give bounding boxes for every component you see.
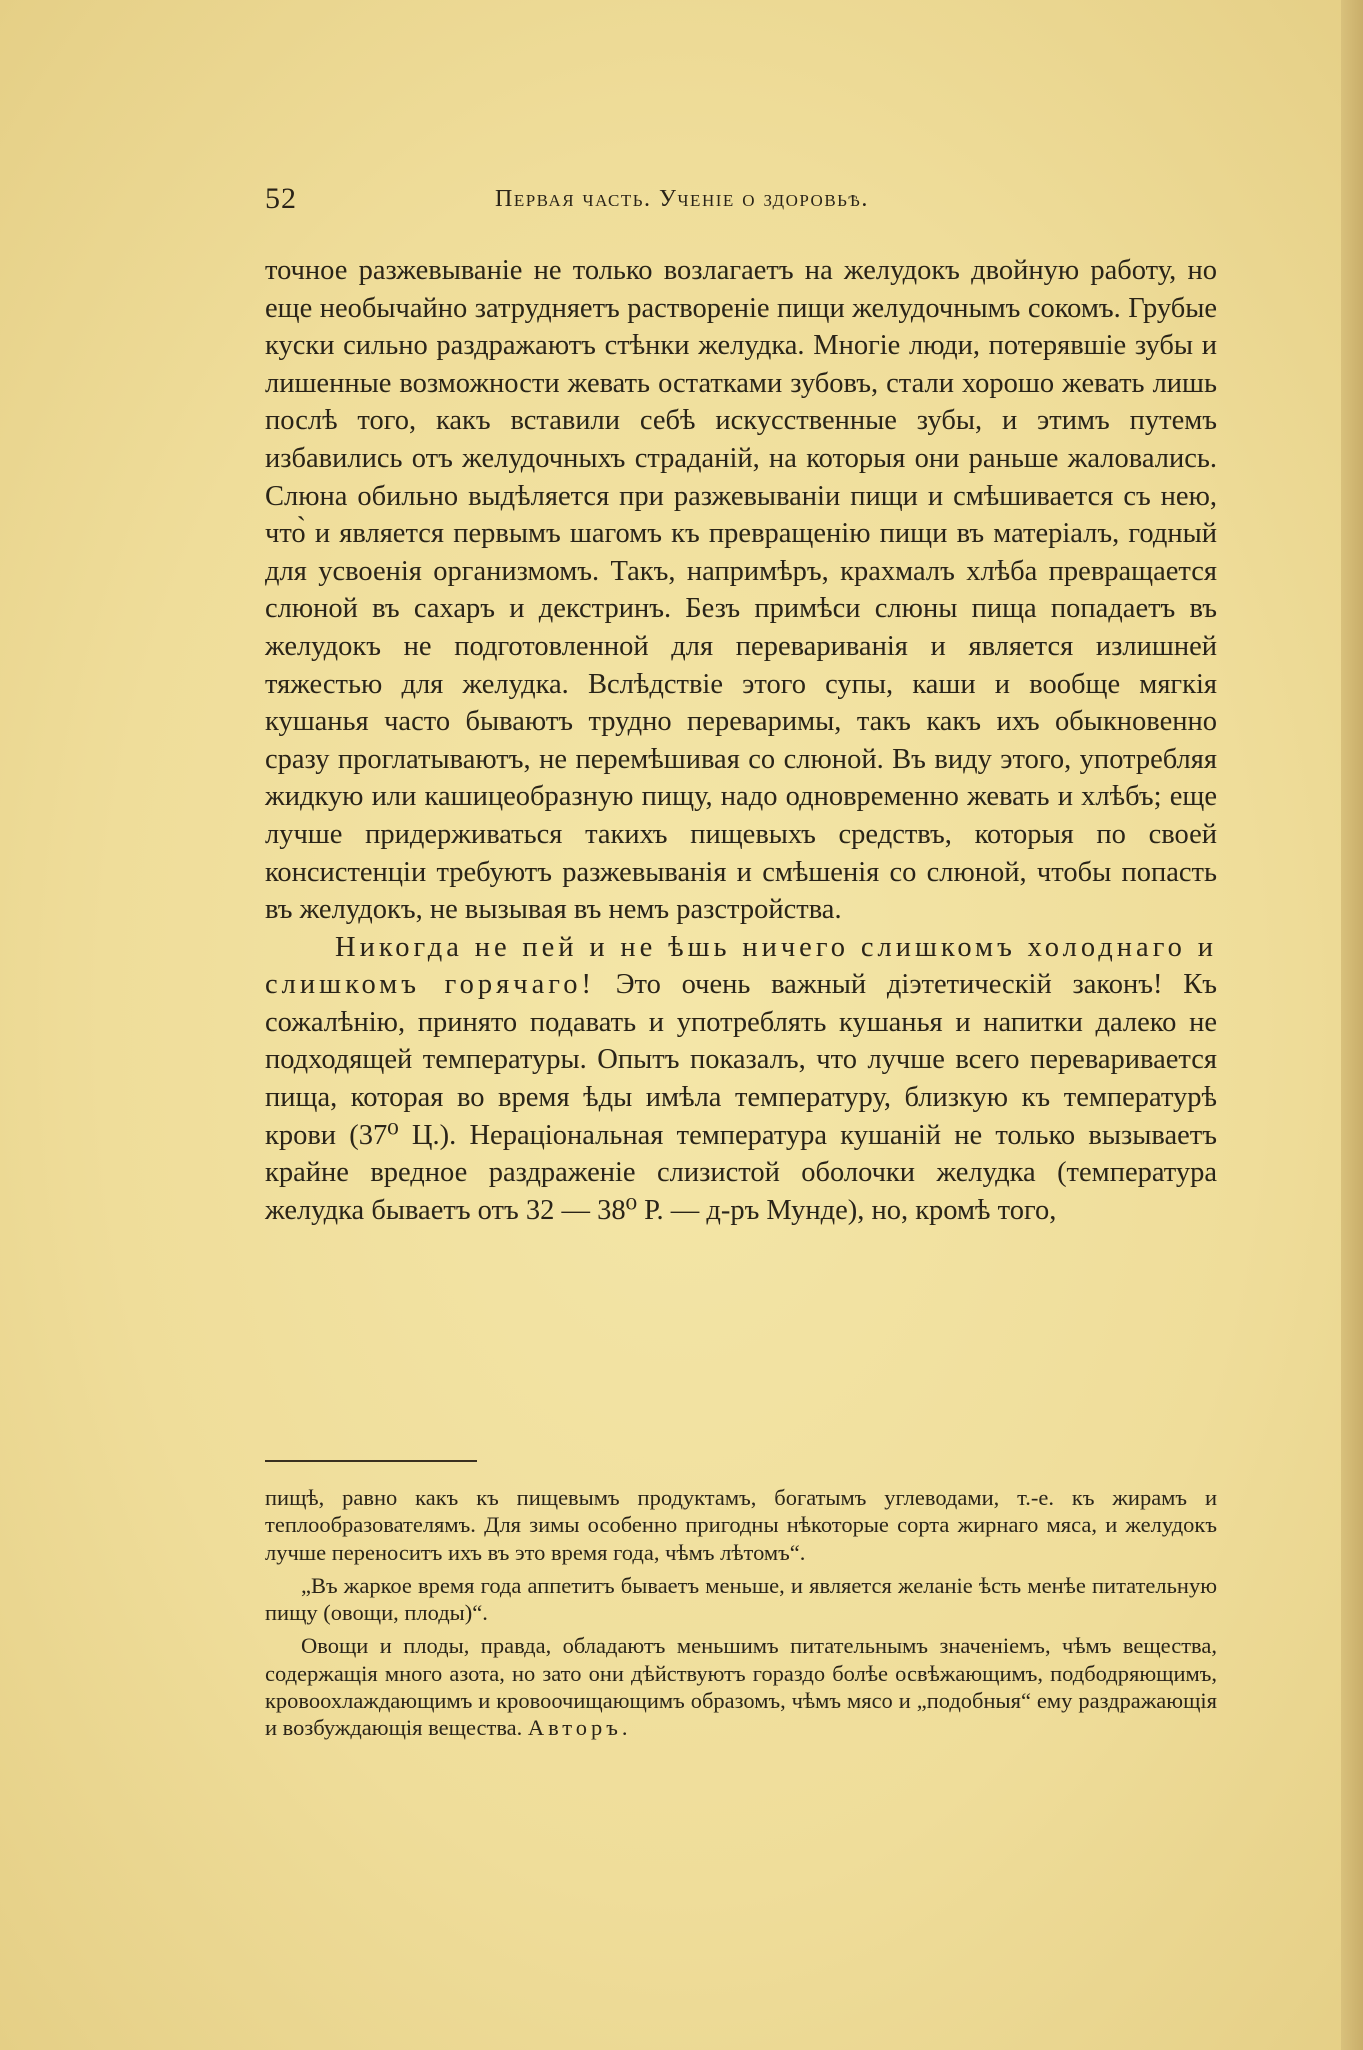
footnote-note-text: Овощи и плоды, правда, обладаютъ меньшимъ питательнымъ значеніемъ, чѣмъ вещества, содержащія много азота, но зато они дѣйствуютъ гораздо болѣе освѣжающимъ, подбодряющимъ, кровоохлаждающимъ и кровоочищающимъ образомъ, чѣмъ мясо и „подобныя“ ему раздражающія и возбуждающія вещества. [265, 1633, 1217, 1741]
running-title: Первая часть. Ученіе о здоровьѣ. [495, 186, 869, 212]
footnote-quote: „Въ жаркое время года аппетитъ бываетъ меньше, и является желаніе ѣсть менѣе питательную пищу (овощи, плоды)“. [265, 1572, 1217, 1626]
footnote-author: Авторъ. [527, 1715, 632, 1741]
page-edge-shadow [1341, 0, 1363, 2050]
body-text [265, 252, 1217, 1229]
paragraph-2-text: Это очень важный діэтетическій законъ! Къ сожалѣнію, принято подавать и употреблять кушанья и напитки далеко не подходящей температуры. Опытъ показалъ, что лучше всего переваривается пища, которая во время ѣды имѣла температуру, близкую къ температурѣ крови (37⁰ Ц.). Нераціональная температура кушаній не только вызываетъ крайне вредное раздраженіе слизистой оболочки желудка (температура желудка бываетъ отъ 32 — 38⁰ Р. — д-ръ Мунде), но, кромѣ того, [265, 969, 1217, 1226]
footnote-divider [265, 1460, 477, 1462]
footnote-continuation: пищѣ, равно какъ къ пищевымъ продуктамъ, богатымъ углеводами, т.-е. къ жирамъ и теплообразователямъ. Для зимы особенно пригодны нѣкоторые сорта жирнаго мяса, и желудокъ лучше переноситъ ихъ въ это время года, чѣмъ лѣтомъ“. [265, 1485, 1217, 1565]
paragraph-2 [265, 929, 1217, 1230]
page-number: 52 [265, 182, 297, 215]
footnote-note [265, 1632, 1217, 1741]
footnotes [265, 1484, 1217, 1748]
page-header [265, 182, 1225, 222]
paragraph-1: точное разжевываніе не только возлагаетъ на желудокъ двойную работу, но еще необычайно затрудняетъ раствореніе пищи желудочнымъ сокомъ. Грубые куски сильно раздражаютъ стѣнки желудка. Многіе люди, потерявшіе зубы и лишенные возможности жевать остатками зубовъ, стали хорошо жевать лишь послѣ того, какъ вставили себѣ искусственные зубы, и этимъ путемъ избавились отъ желудочныхъ страданій, на которыя они раньше жаловались. Слюна обильно выдѣляется при разжевываніи пищи и смѣшивается съ нею, что̀ и является первымъ шагомъ къ превращенію пищи въ матеріалъ, годный для усвоенія организмомъ. Такъ, напримѣръ, крахмалъ хлѣба превращается слюной въ сахаръ и декстринъ. Безъ примѣси слюны пища попадаетъ въ желудокъ не подготовленной для перевариванія и является излишней тяжестью для желудка. Вслѣдствіе этого супы, каши и вообще мягкія кушанья часто бываютъ трудно переваримы, такъ какъ ихъ обыкновенно сразу проглатываютъ, не перемѣшивая со слюной. Въ виду этого, употребляя жидкую или кашицеобразную пищу, надо одновременно жевать и хлѣбъ; еще лучше придерживаться такихъ пищевыхъ средствъ, которыя по своей консистенціи требуютъ разжевыванія и смѣшенія со слюной, чтобы попасть въ желудокъ, не вызывая въ немъ разстройства. [265, 255, 1217, 926]
emphasized-rule: Никогда не пей и не ѣшь ничего слишкомъ холоднаго и слишкомъ горячаго! [265, 931, 1217, 1001]
